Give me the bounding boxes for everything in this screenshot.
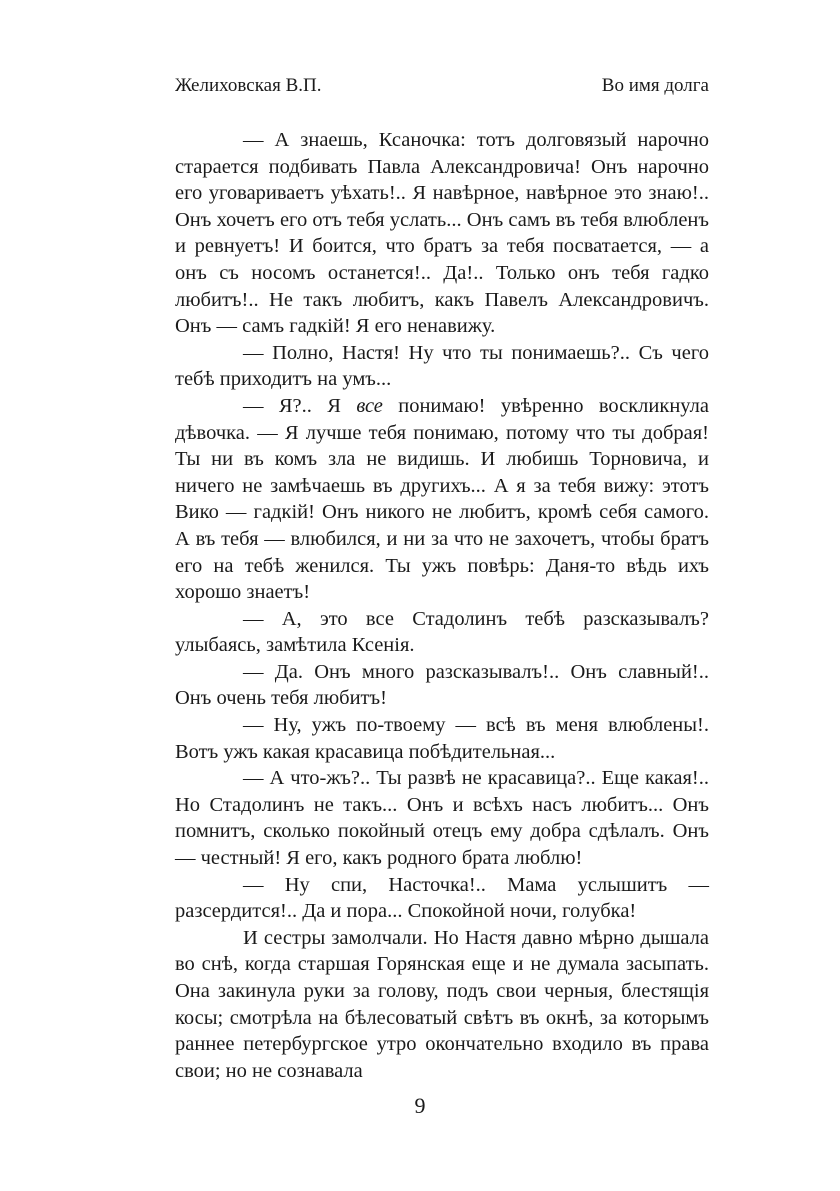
paragraph: — А, это все Стадолинъ тебѣ разсказывалъ? улыбаясь, замѣтила Ксенія. [175, 607, 709, 657]
paragraph: — А что-жъ?.. Ты развѣ не красавица?.. Еще какая!.. Но Стадолинъ не такъ... Онъ и всѣхъ насъ любитъ... Онъ помнитъ, сколько покойный отецъ ему добра сдѣлалъ. Онъ — честный! Я его, какъ родного брата люблю! [175, 767, 709, 870]
paragraph: — Полно, Настя! Ну что ты понимаешь?.. Съ чего тебѣ приходитъ на умъ... [175, 341, 709, 391]
body-text [175, 127, 709, 1084]
paragraph: — А знаешь, Ксаночка: тотъ долговязый нарочно старается подбивать Павла Александровича! Онъ нарочно его уговариваетъ уѣхать!.. Я навѣрное, навѣрное это знаю!.. Онъ хочетъ его отъ тебя услать... Онъ самъ въ тебя влюбленъ и ревнуетъ! И боится, что братъ за тебя посватается, — а онъ съ носомъ останется!.. Да!.. Только онъ тебя гадко любитъ!.. Не такъ любитъ, какъ Павелъ Александровичъ. Онъ — самъ гадкій! Я его ненавижу. [175, 129, 709, 338]
paragraph: — Да. Онъ много разсказывалъ!.. Онъ славный!.. Онъ очень тебя любитъ! [175, 660, 709, 710]
header-title: Во имя долга [601, 75, 709, 96]
paragraph: И сестры замолчали. Но Настя давно мѣрно дышала во снѣ, когда старшая Горянская еще и не думала засыпать. Она закинула руки за голову, подъ свои черныя, блестящія косы; смотрѣла на бѣлесоватый свѣтъ въ окнѣ, за которымъ раннее петербургское утро окончательно входило въ права свои; но не сознавала [175, 926, 709, 1082]
page-number: 9 [414, 1093, 426, 1118]
paragraph: — Ну, ужъ по-твоему — всѣ въ меня влюблены!. Вотъ ужъ какая красавица побѣдительная... [175, 714, 709, 763]
emphasized-word: все [356, 394, 383, 417]
header-author: Желиховская В.П. [175, 75, 322, 96]
paragraph: — Ну спи, Насточка!.. Мама услышитъ — разсердится!.. Да и пора... Спокойной ночи, голубка! [175, 873, 709, 923]
paragraph: — Я?.. Я все понимаю! увѣренно воскликнула дѣвочка. — Я лучше тебя понимаю, потому что ты добрая! Ты ни въ комъ зла не видишь. И любишь Торновича, и ничего не замѣчаешь въ другихъ... А я за тебя вижу: этотъ Вико — гадкій! Онъ никого не любитъ, кромѣ себя самого. А въ тебя — влюбился, и ни за что не захочетъ, чтобы братъ его на тебѣ женился. Ты ужъ повѣрь: Даня-то вѣдь ихъ хорошо знаетъ! [175, 394, 709, 604]
